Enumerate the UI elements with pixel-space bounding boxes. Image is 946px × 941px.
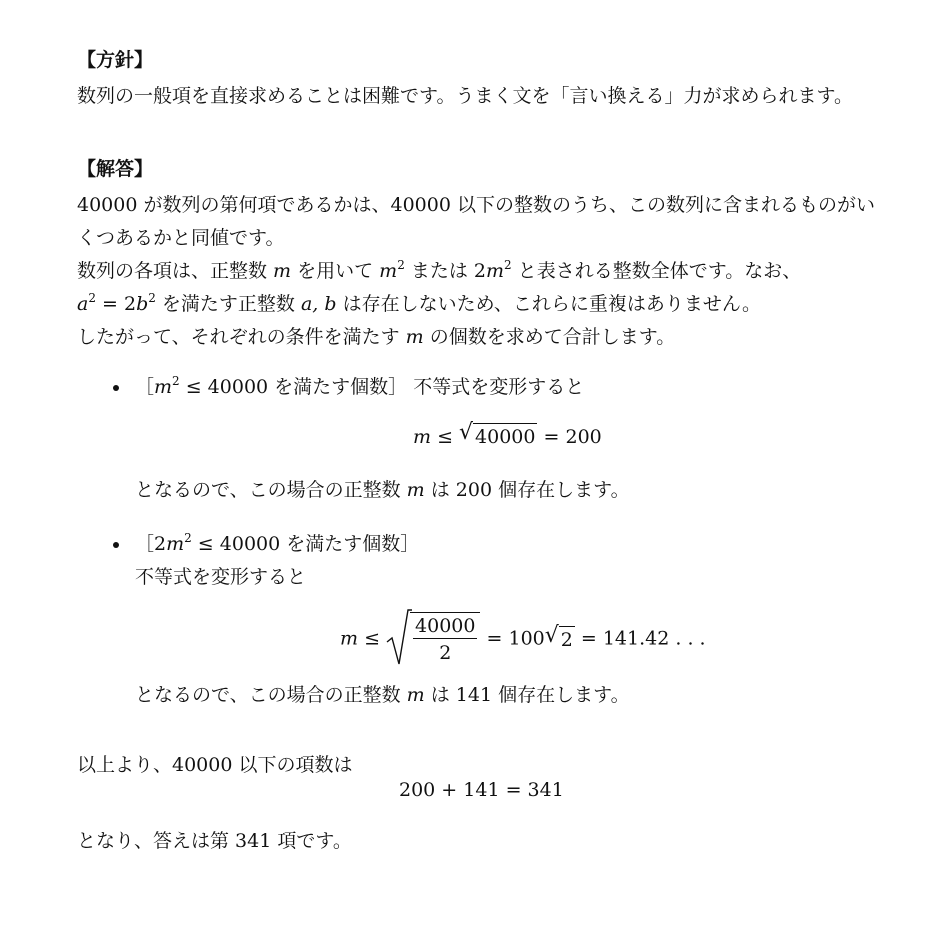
answer-heading: 【解答】: [77, 158, 154, 180]
math-exponent: 2: [172, 374, 180, 388]
math-variable: m: [406, 684, 425, 706]
bullet-2-equation: [340, 612, 706, 665]
summary-line-1: 以上より、40000 以下の項数は: [77, 754, 353, 776]
answer-paragraph-2: [77, 259, 801, 283]
math-variable: m: [154, 376, 173, 398]
summary-line-2: となり、答えは第 341 項です。: [77, 830, 352, 852]
text-fragment: したがって、それぞれの条件を満たす: [77, 326, 406, 348]
radicand: 2: [559, 626, 575, 652]
bullet-2-dot: [113, 542, 119, 548]
text-fragment: ［: [135, 376, 155, 398]
math-result: = 200: [537, 426, 602, 448]
answer-paragraph-3: [77, 292, 761, 316]
math-variable: m: [340, 627, 359, 650]
math-variable: a: [77, 293, 89, 315]
math-variable: a, b: [300, 293, 337, 315]
text-fragment: = 2: [95, 293, 137, 315]
text-fragment: は存在しないため、これらに重複はありません。: [336, 293, 761, 315]
answer-paragraph-1-line-1: 40000 が数列の第何項であるかは、40000 以下の整数のうち、この数列に含まれるものがい: [77, 194, 875, 216]
radical-sign: √: [459, 420, 474, 445]
text-fragment: を満たす正整数: [155, 293, 301, 315]
math-exponent: 2: [88, 291, 96, 305]
text-fragment: となるので、この場合の正整数: [135, 479, 407, 501]
math-exponent: 2: [184, 531, 192, 545]
bullet-1-dot: [113, 385, 119, 391]
math-variable: m: [406, 479, 425, 501]
math-exponent: 2: [397, 258, 405, 272]
text-fragment: ［2: [135, 533, 167, 555]
text-fragment: は 141 個存在します。: [424, 684, 630, 706]
text-fragment: を用いて: [291, 260, 380, 282]
math-exponent: 2: [504, 258, 512, 272]
bullet-1-equation: [413, 420, 602, 449]
text-fragment: の個数を求めて合計します。: [423, 326, 676, 348]
answer-paragraph-4: [77, 325, 675, 349]
math-result: = 141.42 . . .: [574, 627, 706, 650]
text-fragment: ≤ 40000 を満たす個数］: [179, 376, 408, 398]
bullet-2-line-2: 不等式を変形すると: [135, 566, 307, 588]
math-variable: m: [486, 260, 505, 282]
math-fragment: = 100: [480, 627, 545, 650]
text-fragment: は 200 個存在します。: [424, 479, 630, 501]
math-variable: b: [136, 293, 149, 315]
square-root: [459, 420, 537, 449]
text-fragment: と表される整数全体です。なお、: [511, 260, 802, 282]
bullet-2-conclusion: [135, 683, 630, 707]
radical-sign: √: [544, 622, 559, 648]
policy-heading: 【方針】: [77, 49, 154, 71]
summary-equation: 200 + 141 = 341: [399, 779, 564, 801]
fraction-numerator: 40000: [415, 615, 476, 637]
text-fragment: となるので、この場合の正整数: [135, 684, 407, 706]
fraction: [410, 612, 480, 665]
fraction-denominator: 2: [439, 642, 452, 664]
text-fragment: ≤ 40000 を満たす個数］: [191, 533, 420, 555]
policy-text: 数列の一般項を直接求めることは困難です。うまく文を「言い換える」力が求められます。: [77, 85, 853, 107]
radicand: 40000: [473, 423, 537, 449]
math-operator: ≤: [431, 426, 460, 448]
answer-paragraph-1-line-2: くつあるかと同値です。: [77, 227, 285, 249]
math-variable: m: [379, 260, 398, 282]
radical-sign: [386, 606, 412, 668]
math-variable: m: [273, 260, 292, 282]
bullet-1-conclusion: [135, 478, 630, 502]
bullet-1-label: [135, 375, 584, 399]
text-fragment: または 2: [404, 260, 487, 282]
big-square-root: [386, 612, 480, 665]
math-exponent: 2: [148, 291, 156, 305]
text-fragment: 不等式を変形すると: [407, 376, 585, 398]
square-root: [544, 622, 575, 652]
math-variable: m: [405, 326, 424, 348]
text-fragment: 数列の各項は、正整数: [77, 260, 274, 282]
math-variable: m: [166, 533, 185, 555]
math-variable: m: [413, 426, 432, 448]
math-operator: ≤: [358, 627, 387, 650]
bullet-2-label: [135, 532, 419, 556]
